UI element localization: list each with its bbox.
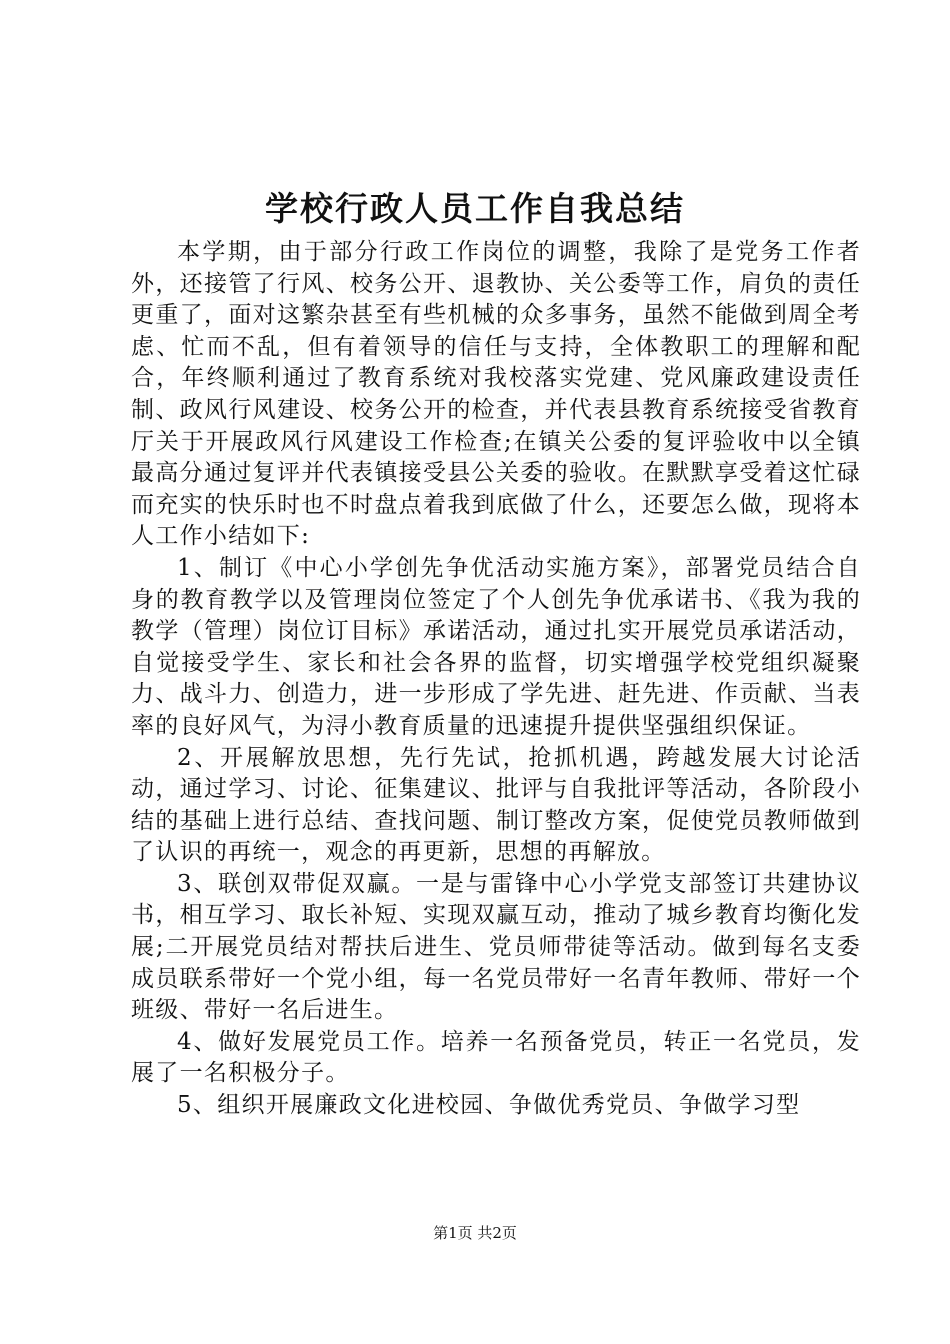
document-body: [131, 237, 861, 1122]
paragraph-item-5: 5、组织开展廉政文化进校园、争做优秀党员、争做学习型: [177, 1092, 801, 1119]
page-number-footer: 第1页 共2页: [433, 1224, 517, 1242]
paragraph-item-3: 3、联创双带促双赢。一是与雷锋中心小学党支部签订共建协议书，相互学习、取长补短、实现双赢互动，推动了城乡教育均衡化发展;二开展党员结对帮扶后进生、党员师带徒等活动。做到每名支委成员联系带好一个党小组，每一名党员带好一名青年教师、带好一个班级、带好一名后进生。: [131, 870, 861, 1024]
paragraph-item-2: 2、开展解放思想，先行先试，抢抓机遇，跨越发展大讨论活动，通过学习、讨论、征集建议、批评与自我批评等活动，各阶段小结的基础上进行总结、查找问题、制订整改方案，促使党员教师做到了认识的再统一，观念的再更新，思想的再解放。: [131, 744, 861, 866]
paragraph-intro: 本学期，由于部分行政工作岗位的调整，我除了是党务工作者外，还接管了行风、校务公开、退教协、关公委等工作，肩负的责任更重了，面对这繁杂甚至有些机械的众多事务，虽然不能做到周全考虑、忙而不乱，但有着领导的信任与支持，全体教职工的理解和配合，年终顺利通过了教育系统对我校落实党建、党风廉政建设责任制、政风行风建设、校务公开的检查，并代表县教育系统接受省教育厅关于开展政风行风建设工作检查;在镇关公委的复评验收中以全镇最高分通过复评并代表镇接受县公关委的验收。在默默享受着这忙碌而充实的快乐时也不时盘点着我到底做了什么，还要怎么做，现将本人工作小结如下:: [131, 239, 861, 550]
paragraph-item-1: 1、制订《中心小学创先争优活动实施方案》，部署党员结合自身的教育教学以及管理岗位签定了个人创先争优承诺书、《我为我的教学（管理）岗位订目标》承诺活动，通过扎实开展党员承诺活动，自觉接受学生、家长和社会各界的监督，切实增强学校党组织凝聚力、战斗力、创造力，进一步形成了学先进、赶先进、作贡献、当表率的良好风气，为浔小教育质量的迅速提升提供坚强组织保证。: [131, 554, 861, 739]
paragraph-item-4: 4、做好发展党员工作。培养一名预备党员，转正一名党员，发展了一名积极分子。: [131, 1028, 861, 1087]
document-title: 学校行政人员工作自我总结: [265, 189, 685, 228]
